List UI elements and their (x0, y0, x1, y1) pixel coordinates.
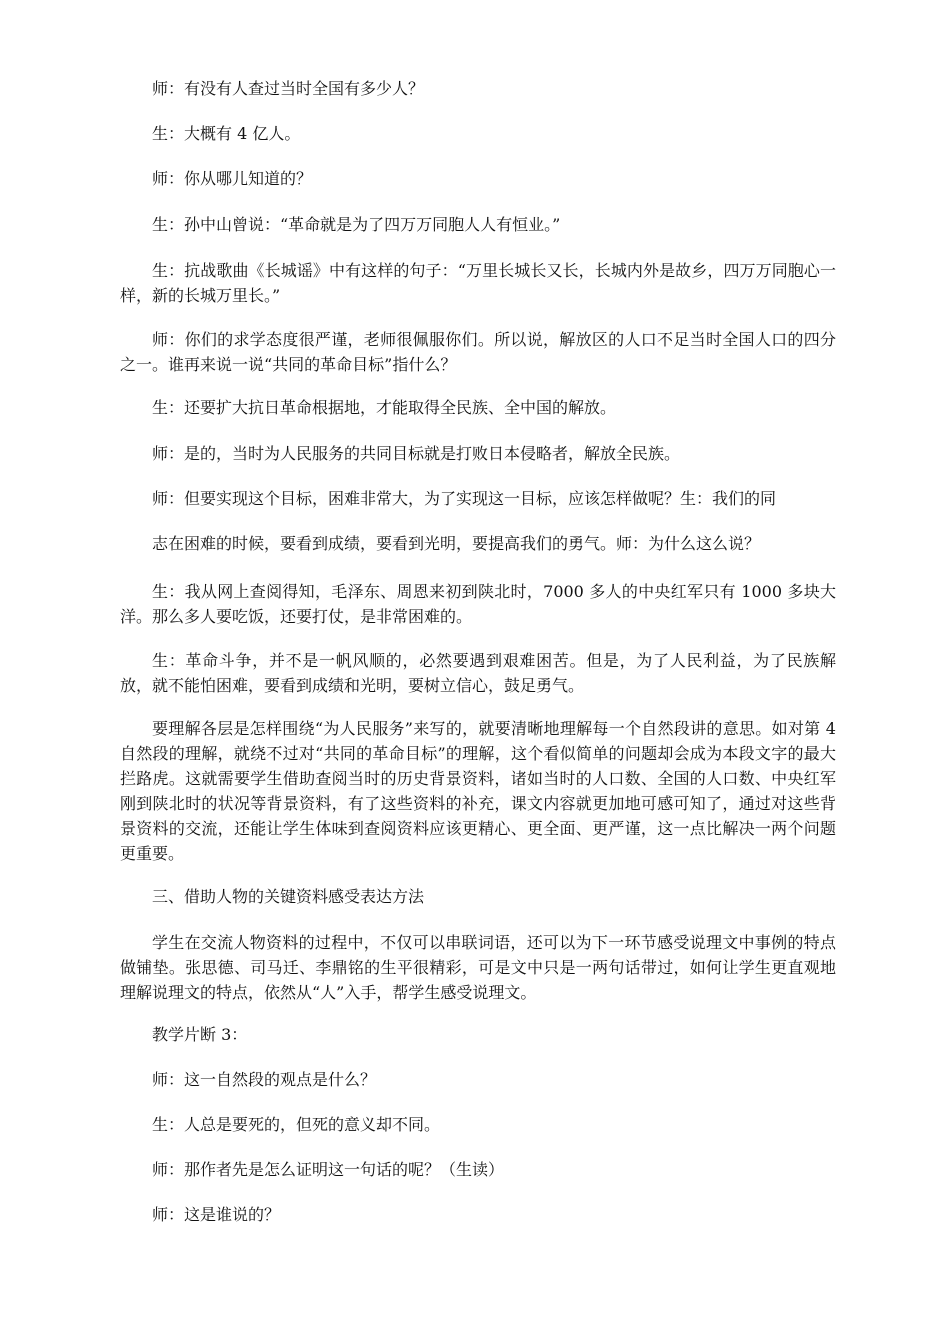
dialogue-line: 师：那作者先是怎么证明这一句话的呢？（生读） (152, 1160, 505, 1179)
dialogue-line: 师：有没有人查过当时全国有多少人？ (152, 79, 425, 98)
excerpt-label: 教学片断 3： (152, 1025, 248, 1044)
dialogue-line: 生：革命斗争，并不是一帆风顺的，必然要遇到艰难困苦。但是，为了人民利益，为了民族解放，就不能怕困难，要看到成绩和光明，要树立信心，鼓足勇气。 (120, 651, 836, 695)
dialogue-line: 生：人总是要死的，但死的意义却不同。 (152, 1115, 441, 1134)
dialogue-line: 师：是的，当时为人民服务的共同目标就是打败日本侵略者，解放全民族。 (152, 444, 681, 463)
dialogue-line: 生：还要扩大抗日革命根据地，才能取得全民族、全中国的解放。 (152, 398, 617, 417)
dialogue-line: 师：这是谁说的？ (152, 1205, 281, 1224)
dialogue-line: 生：我从网上查阅得知，毛泽东、周恩来初到陕北时，7000 多人的中央红军只有 1000 多块大洋。那么多人要吃饭，还要打仗，是非常困难的。 (120, 582, 836, 626)
dialogue-line: 生：孙中山曾说：“革命就是为了四万万同胞人人有恒业。” (152, 215, 561, 234)
body-paragraph: 学生在交流人物资料的过程中，不仅可以串联词语，还可以为下一环节感受说理文中事例的特点做铺垫。张思德、司马迁、李鼎铭的生平很精彩，可是文中只是一两句话带过，如何让学生更直观地理解说理文的特点，依然从“人”入手，帮学生感受说理文。 (120, 933, 836, 1002)
dialogue-line: 师：你从哪儿知道的？ (152, 169, 313, 188)
dialogue-line: 志在困难的时候，要看到成绩，要看到光明，要提高我们的勇气。师：为什么这么说？ (152, 534, 761, 553)
body-paragraph: 要理解各层是怎样围绕“为人民服务”来写的，就要清晰地理解每一个自然段讲的意思。如对第 4 自然段的理解，就绕不过对“共同的革命目标”的理解，这个看似简单的问题却会成为本段文字的最大拦路虎。这就需要学生借助查阅当时的历史背景资料，诸如当时的人口数、全国的人口数、中央红军刚到陕北时的状况等背景资料，有了这些资料的补充，课文内容就更加地可感可知了，通过对这些背景资料的交流，还能让学生体味到查阅资料应该更精心、更全面、更严谨，这一点比解决一两个问题更重要。 (120, 719, 836, 863)
dialogue-line: 师：这一自然段的观点是什么？ (152, 1070, 377, 1089)
dialogue-line: 生：大概有 4 亿人。 (152, 124, 301, 143)
dialogue-line: 生：抗战歌曲《长城谣》中有这样的句子：“万里长城长又长，长城内外是故乡，四万万同胞心一样，新的长城万里长。” (120, 261, 836, 305)
section-heading: 三、借助人物的关键资料感受表达方法 (152, 887, 425, 906)
dialogue-line: 师：你们的求学态度很严谨，老师很佩服你们。所以说，解放区的人口不足当时全国人口的四分之一。谁再来说一说“共同的革命目标”指什么？ (120, 330, 836, 374)
dialogue-line: 师：但要实现这个目标，困难非常大，为了实现这一目标，应该怎样做呢？生：我们的同 (152, 489, 777, 508)
